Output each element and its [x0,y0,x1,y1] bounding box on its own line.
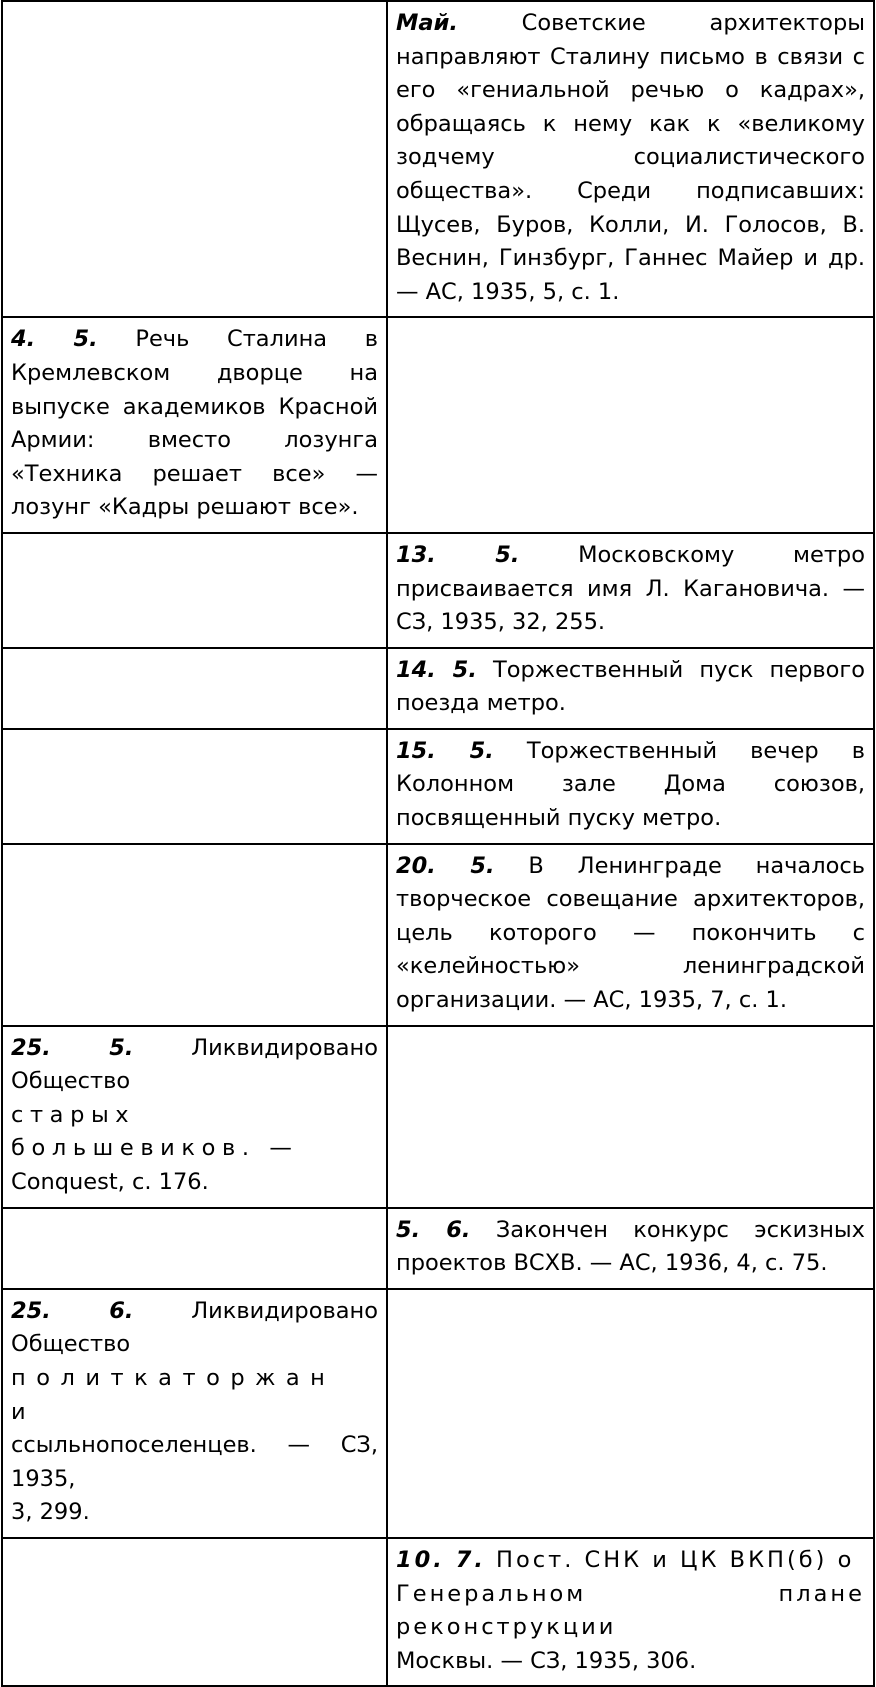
entry-line: старых большевиков. — [11,1101,299,1162]
cell-left-entry [2,1026,387,1208]
table-row [2,1208,874,1289]
entry-text: В Ленинграде началось творческое совещание архитекторов, цель которого — покончить с «келейностью» ленинградской организации. — АС, 1935, 7, с. 1. [396,852,865,1014]
entry-text: Торжественный пуск первого поезда метро. [396,656,865,717]
table-row [2,1289,874,1538]
cell-right-empty [387,1026,874,1208]
cell-left-empty [2,1,387,317]
entry-line: ссыльнопоселенцев. — СЗ, 1935, [11,1432,378,1492]
entry-text: Советские архитекторы направляют Сталину письмо в связи с его «гениальной речью о кадрах», обращаясь к нему как к «великому зодчему социалистического общества». Среди подписавших: Щусев, Буров, Колли, И. Голосов, В. Веснин, Гинзбург, Ганнес Майер и др. — АС, 1935, 5, с. 1. [396,10,865,305]
cell-left-empty [2,729,387,844]
cell-left-empty [2,533,387,648]
entry-text: Торжественный вечер в Колонном зале Дома союзов, посвященный пуску метро. [396,737,865,832]
table-row [2,1538,874,1686]
entry-line [11,1295,378,1362]
cell-right-empty [387,317,874,533]
entry-date: 14. 5. [396,656,477,683]
entry-date: 25. 5. [11,1034,134,1061]
cell-right-empty [387,1289,874,1538]
cell-right-entry [387,729,874,844]
entry-text: Закончен конкурс эскизных проектов ВСХВ. — АС, 1936, 4, с. 75. [396,1216,865,1277]
entry-line: политкаторжан и [11,1364,336,1425]
cell-right-entry [387,533,874,648]
entry-line [396,1544,865,1578]
cell-right-entry [387,648,874,729]
entry-text: Ликвидировано Общество [11,1034,378,1095]
table-row [2,1,874,317]
table-row [2,729,874,844]
entry-line: 3, 299. [11,1499,90,1526]
table-row [2,533,874,648]
entry-text: Пост. СНК и ЦК ВКП(б) о [485,1546,855,1573]
entry-date: 20. 5. [396,852,495,879]
cell-left-entry [2,1289,387,1538]
entry-date: 10. 7. [396,1546,486,1573]
entry-date: 15. 5. [396,737,494,764]
entry-date: Май. [396,10,458,36]
chronology-table [1,0,875,1687]
entry-line [11,1032,378,1099]
table-row [2,648,874,729]
entry-text: Ликвидировано Общество [11,1297,378,1358]
cell-right-entry [387,1,874,317]
cell-right-entry [387,1208,874,1289]
cell-left-entry [2,317,387,533]
entry-line: Москвы. — СЗ, 1935, 306. [396,1647,697,1674]
entry-line: Генеральном плане реконструкции [396,1580,865,1641]
cell-left-empty [2,648,387,729]
cell-right-entry [387,844,874,1026]
table-row [2,844,874,1026]
entry-line: Conquest, с. 176. [11,1169,209,1195]
table-body [2,1,874,1686]
cell-left-empty [2,1538,387,1686]
entry-text: Московскому метро присваивается имя Л. Кагановича. — СЗ, 1935, 32, 255. [396,541,865,636]
table-row [2,317,874,533]
entry-date: 5. 6. [396,1216,471,1243]
cell-left-empty [2,1208,387,1289]
cell-right-entry [387,1538,874,1686]
entry-date: 25. 6. [11,1297,134,1324]
table-row [2,1026,874,1208]
entry-text: Речь Сталина в Кремлевском дворце на выпуске академиков Красной Армии: вместо лозунга «Техника решает все» — лозунг «Кадры решают все». [11,326,378,521]
entry-date: 13. 5. [396,541,520,568]
entry-date: 4. 5. [11,326,98,353]
cell-left-empty [2,844,387,1026]
